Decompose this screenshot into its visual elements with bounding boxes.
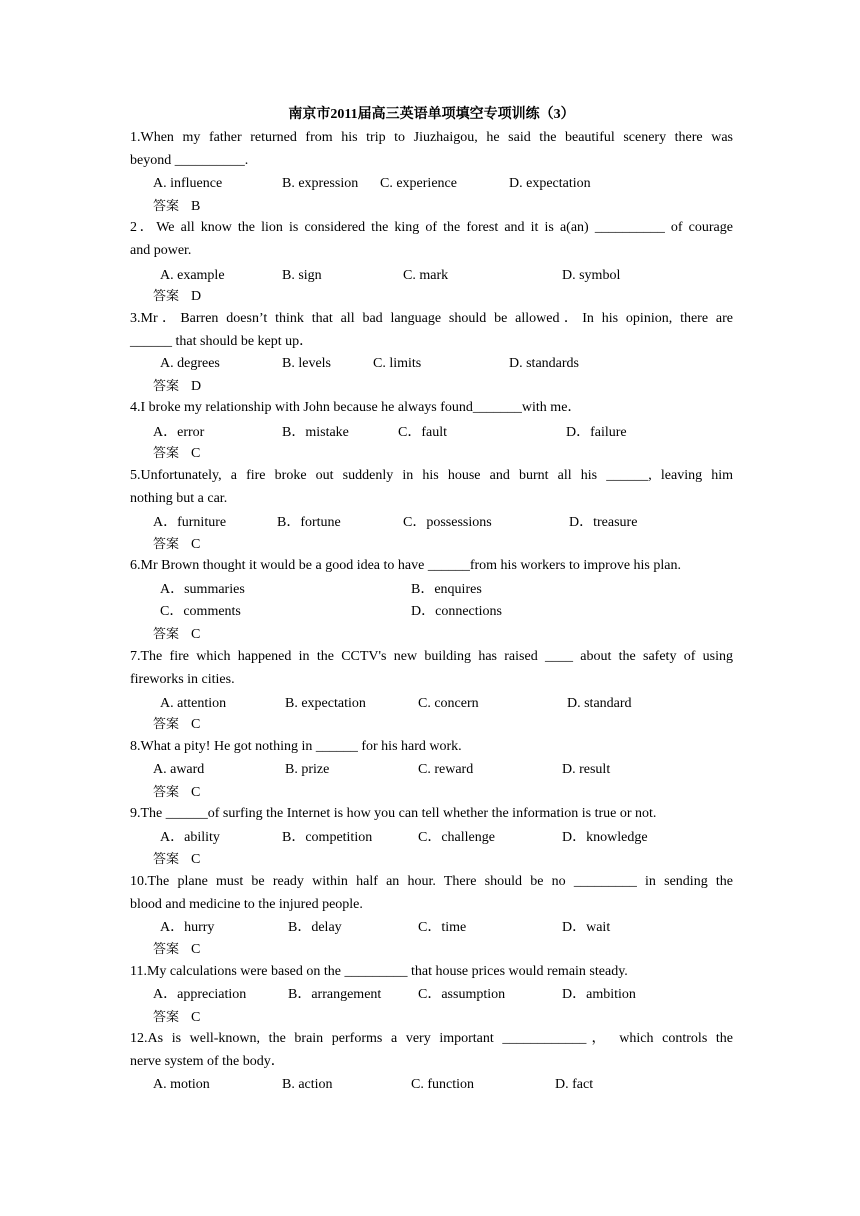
answer-value: D <box>191 289 202 304</box>
page-title: 南京市2011届高三英语单项填空专项训练（3） <box>288 107 575 122</box>
q10-option-c: C．time <box>418 920 467 935</box>
q5-option-c: C．possessions <box>403 515 492 530</box>
answer-value: C <box>191 446 201 461</box>
answer-label: 答案 <box>153 1010 180 1025</box>
q8-option-c: C. reward <box>418 762 474 777</box>
q5-option-d: D．treasure <box>569 515 638 530</box>
q8-option-b: B. prize <box>285 762 330 777</box>
q11-option-d: D．ambition <box>562 987 636 1002</box>
q2-option-b: B. sign <box>282 268 322 283</box>
answer-label: 答案 <box>153 942 180 957</box>
q9-option-b: B．competition <box>282 830 373 845</box>
question-1-line-2: beyond __________. <box>130 152 249 168</box>
answer-label: 答案 <box>153 379 180 394</box>
question-10 <box>130 871 733 916</box>
answer-label: 答案 <box>153 627 180 642</box>
question-4-line-1: 4.I broke my relationship with John because he always found_______with me． <box>130 400 582 415</box>
question-12 <box>130 1028 733 1073</box>
q1-option-d: D. expectation <box>509 176 591 191</box>
question-10-line-2: blood and medicine to the injured people. <box>130 896 363 912</box>
q11-option-a: A．appreciation <box>153 987 247 1002</box>
q7-option-b: B. expectation <box>285 696 366 711</box>
q6-option-d: D．connections <box>411 604 502 619</box>
q10-option-d: D．wait <box>562 920 611 935</box>
question-12-line-1: 12.As is well-known, the brain performs a very important ____________， which controls the <box>130 1031 733 1046</box>
q1-option-b: B. expression <box>282 176 359 191</box>
answer-label: 答案 <box>153 537 180 552</box>
q10-answer <box>153 940 200 960</box>
question-2-line-1: 2．We all know the lion is considered the king of the forest and it is a(an) __________ of courage <box>130 220 733 235</box>
q2-option-c: C. mark <box>403 268 449 283</box>
q6-option-a: A．summaries <box>160 582 245 597</box>
answer-label: 答案 <box>153 852 180 867</box>
q3-option-a: A. degrees <box>160 356 220 371</box>
answer-label: 答案 <box>153 446 180 461</box>
question-7-line-1: 7.The fire which happened in the CCTV's new building has raised ____ about the safety of using <box>130 649 733 664</box>
q6-option-b: B．enquires <box>411 582 482 597</box>
q1-answer <box>153 197 200 217</box>
q12-option-d: D. fact <box>555 1077 594 1092</box>
answer-value: B <box>191 199 201 214</box>
answer-value: C <box>191 785 201 800</box>
q4-option-a: A．error <box>153 425 205 440</box>
question-5-line-1: 5.Unfortunately, a fire broke out suddenly in his house and burnt all his ______, leaving him <box>130 468 733 483</box>
question-3-line-1: 3.Mr．Barren doesn’t think that all bad language should be allowed．In his opinion, there are <box>130 311 733 326</box>
q9-option-c: C．challenge <box>418 830 495 845</box>
q1-option-c: C. experience <box>380 176 457 191</box>
question-3 <box>130 308 733 353</box>
q9-option-d: D．knowledge <box>562 830 648 845</box>
q3-option-c: C. limits <box>373 356 422 371</box>
answer-label: 答案 <box>153 199 180 214</box>
q3-answer <box>153 377 201 397</box>
q5-answer <box>153 535 200 555</box>
q2-option-d: D. symbol <box>562 268 621 283</box>
question-2-line-2: and power. <box>130 242 192 258</box>
answer-value: C <box>191 717 201 732</box>
question-9 <box>130 803 733 826</box>
question-8-line-1: 8.What a pity! He got nothing in ______ for his hard work. <box>130 739 462 754</box>
q8-option-a: A. award <box>153 762 205 777</box>
q7-answer <box>153 715 200 735</box>
question-12-line-2: nerve system of the body． <box>130 1053 285 1069</box>
q8-answer <box>153 783 200 803</box>
q12-option-c: C. function <box>411 1077 474 1092</box>
q8-option-d: D. result <box>562 762 611 777</box>
q5-option-b: B．fortune <box>277 515 341 530</box>
answer-value: D <box>191 379 202 394</box>
question-2 <box>130 217 733 262</box>
answer-value: C <box>191 852 201 867</box>
answer-label: 答案 <box>153 717 180 732</box>
q4-option-d: D．failure <box>566 425 627 440</box>
question-6 <box>130 555 733 578</box>
answer-value: C <box>191 1010 201 1025</box>
q11-answer <box>153 1008 200 1028</box>
q5-option-a: A．furniture <box>153 515 227 530</box>
q7-option-c: C. concern <box>418 696 479 711</box>
question-6-line-1: 6.Mr Brown thought it would be a good idea to have ______from his workers to improve his plan. <box>130 558 681 573</box>
question-9-line-1: 9.The ______of surfing the Internet is how you can tell whether the information is true or not. <box>130 806 657 821</box>
q3-option-b: B. levels <box>282 356 331 371</box>
question-7-line-2: fireworks in cities. <box>130 671 235 687</box>
q1-option-a: A. influence <box>153 176 223 191</box>
q6-answer <box>153 625 200 645</box>
q10-option-a: A．hurry <box>160 920 215 935</box>
question-10-line-1: 10.The plane must be ready within half an hour. There should be no _________ in sending the <box>130 874 733 889</box>
question-4 <box>130 397 733 420</box>
question-11-line-1: 11.My calculations were based on the _________ that house prices would remain steady. <box>130 964 628 979</box>
question-3-line-2: ______ that should be kept up． <box>130 333 314 349</box>
q4-answer <box>153 444 200 464</box>
answer-value: C <box>191 537 201 552</box>
q7-option-a: A. attention <box>160 696 227 711</box>
q4-option-b: B．mistake <box>282 425 349 440</box>
question-1 <box>130 127 733 172</box>
q9-option-a: A．ability <box>160 830 220 845</box>
answer-value: C <box>191 942 201 957</box>
question-1-line-1: 1.When my father returned from his trip to Jiuzhaigou, he said the beautiful scenery there was <box>130 130 733 145</box>
question-11 <box>130 961 733 984</box>
q11-option-c: C．assumption <box>418 987 506 1002</box>
question-7 <box>130 646 733 691</box>
q7-option-d: D. standard <box>567 696 632 711</box>
question-5-line-2: nothing but a car. <box>130 490 228 506</box>
q2-answer <box>153 287 201 307</box>
q10-option-b: B．delay <box>288 920 342 935</box>
question-8 <box>130 736 733 759</box>
q12-option-a: A. motion <box>153 1077 210 1092</box>
q4-option-c: C．fault <box>398 425 447 440</box>
q2-option-a: A. example <box>160 268 225 283</box>
q6-option-c: C．comments <box>160 604 241 619</box>
answer-label: 答案 <box>153 785 180 800</box>
q3-option-d: D. standards <box>509 356 579 371</box>
question-5 <box>130 465 733 510</box>
q12-option-b: B. action <box>282 1077 333 1092</box>
answer-value: C <box>191 627 201 642</box>
q9-answer <box>153 850 200 870</box>
answer-label: 答案 <box>153 289 180 304</box>
q11-option-b: B．arrangement <box>288 987 382 1002</box>
